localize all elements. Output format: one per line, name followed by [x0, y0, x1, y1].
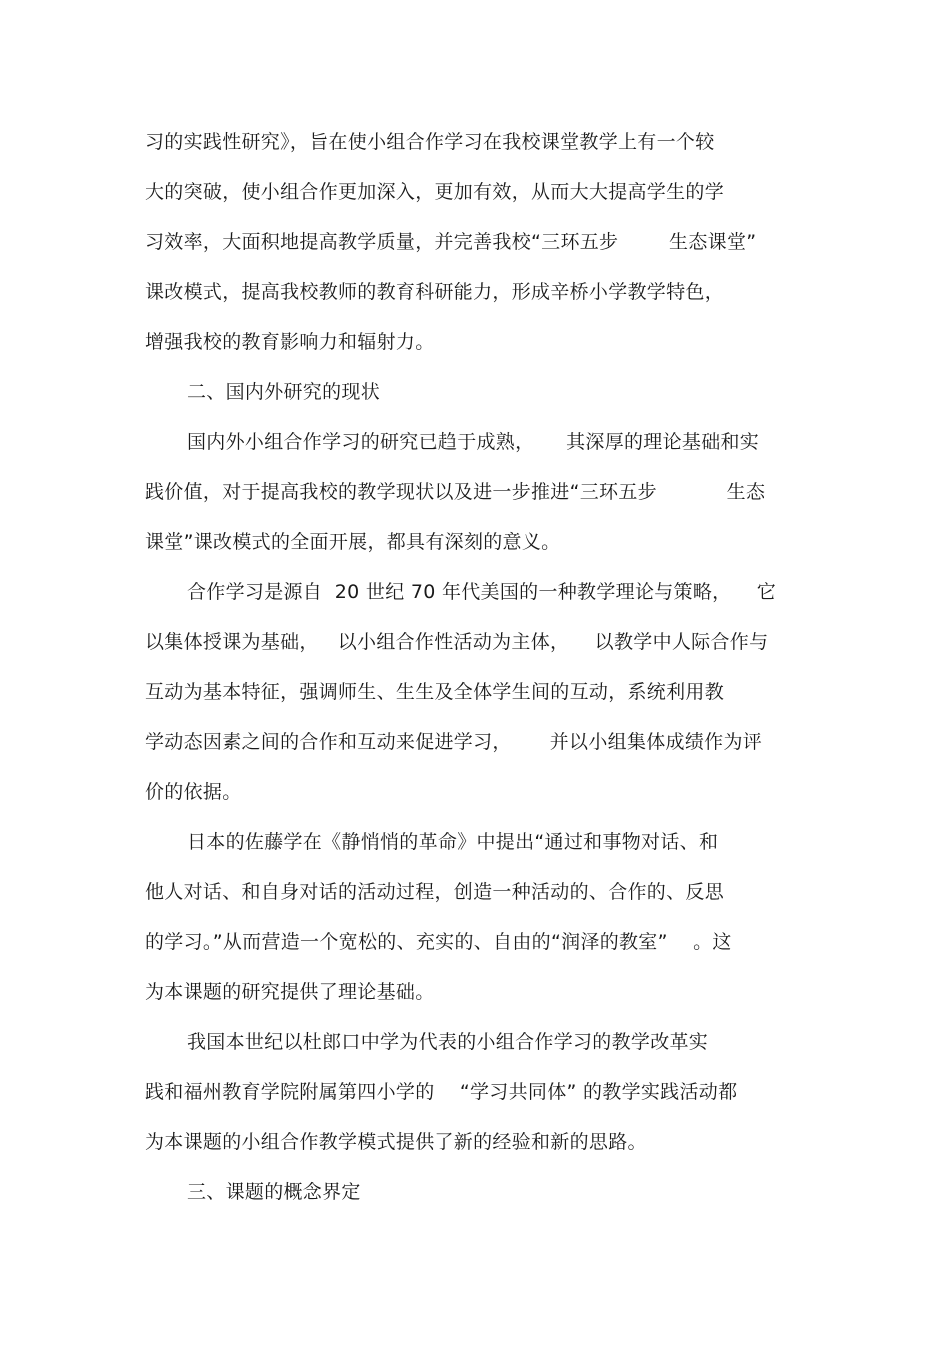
paragraph-line: 我国本世纪以杜郎口中学为代表的小组合作学习的教学改革实 — [187, 1031, 709, 1053]
paragraph-line: 学动态因素之间的合作和互动来促进学习， 并以小组集体成绩作为评 — [145, 731, 763, 753]
paragraph-line: 增强我校的教育影响力和辐射力。 — [145, 331, 435, 353]
section-heading: 二、国内外研究的现状 — [187, 381, 381, 403]
paragraph-line: 互动为基本特征，强调师生、生生及全体学生间的互动，系统利用教 — [145, 681, 725, 703]
paragraph-line: 为本课题的小组合作教学模式提供了新的经验和新的思路。 — [145, 1131, 647, 1153]
paragraph-line: 价的依据。 — [145, 781, 242, 803]
paragraph-line: 他人对话、和自身对话的活动过程，创造一种活动的、合作的、反思 — [145, 881, 725, 903]
paragraph-line: 合作学习是源自 20 世纪 70 年代美国的一种教学理论与策略， 它 — [187, 581, 777, 603]
paragraph-line: 课堂”课改模式的全面开展，都具有深刻的意义。 — [145, 531, 561, 553]
paragraph-line: 课改模式，提高我校教师的教育科研能力，形成辛桥小学教学特色， — [145, 281, 725, 303]
paragraph-line: 践和福州教育学院附属第四小学的 “学习共同体” 的教学实践活动都 — [145, 1081, 738, 1103]
paragraph-line: 日本的佐藤学在《静悄悄的革命》中提出“通过和事物对话、和 — [187, 831, 719, 853]
paragraph-line: 习的实践性研究》，旨在使小组合作学习在我校课堂教学上有一个较 — [145, 131, 715, 153]
paragraph-line: 的学习。”从而营造一个宽松的、充实的、自由的“润泽的教室” 。这 — [145, 931, 732, 953]
paragraph-line: 大的突破，使小组合作更加深入，更加有效，从而大大提高学生的学 — [145, 181, 725, 203]
paragraph-line: 习效率，大面积地提高教学质量，并完善我校“三环五步 生态课堂” — [145, 231, 757, 253]
paragraph-line: 践价值，对于提高我校的教学现状以及进一步推进“三环五步 生态 — [145, 481, 766, 503]
paragraph-line: 国内外小组合作学习的研究已趋于成熟， 其深厚的理论基础和实 — [187, 431, 760, 453]
paragraph-line: 为本课题的研究提供了理论基础。 — [145, 981, 435, 1003]
paragraph-line: 以集体授课为基础， 以小组合作性活动为主体， 以教学中人际合作与 — [145, 631, 769, 653]
section-heading: 三、课题的概念界定 — [187, 1181, 361, 1203]
